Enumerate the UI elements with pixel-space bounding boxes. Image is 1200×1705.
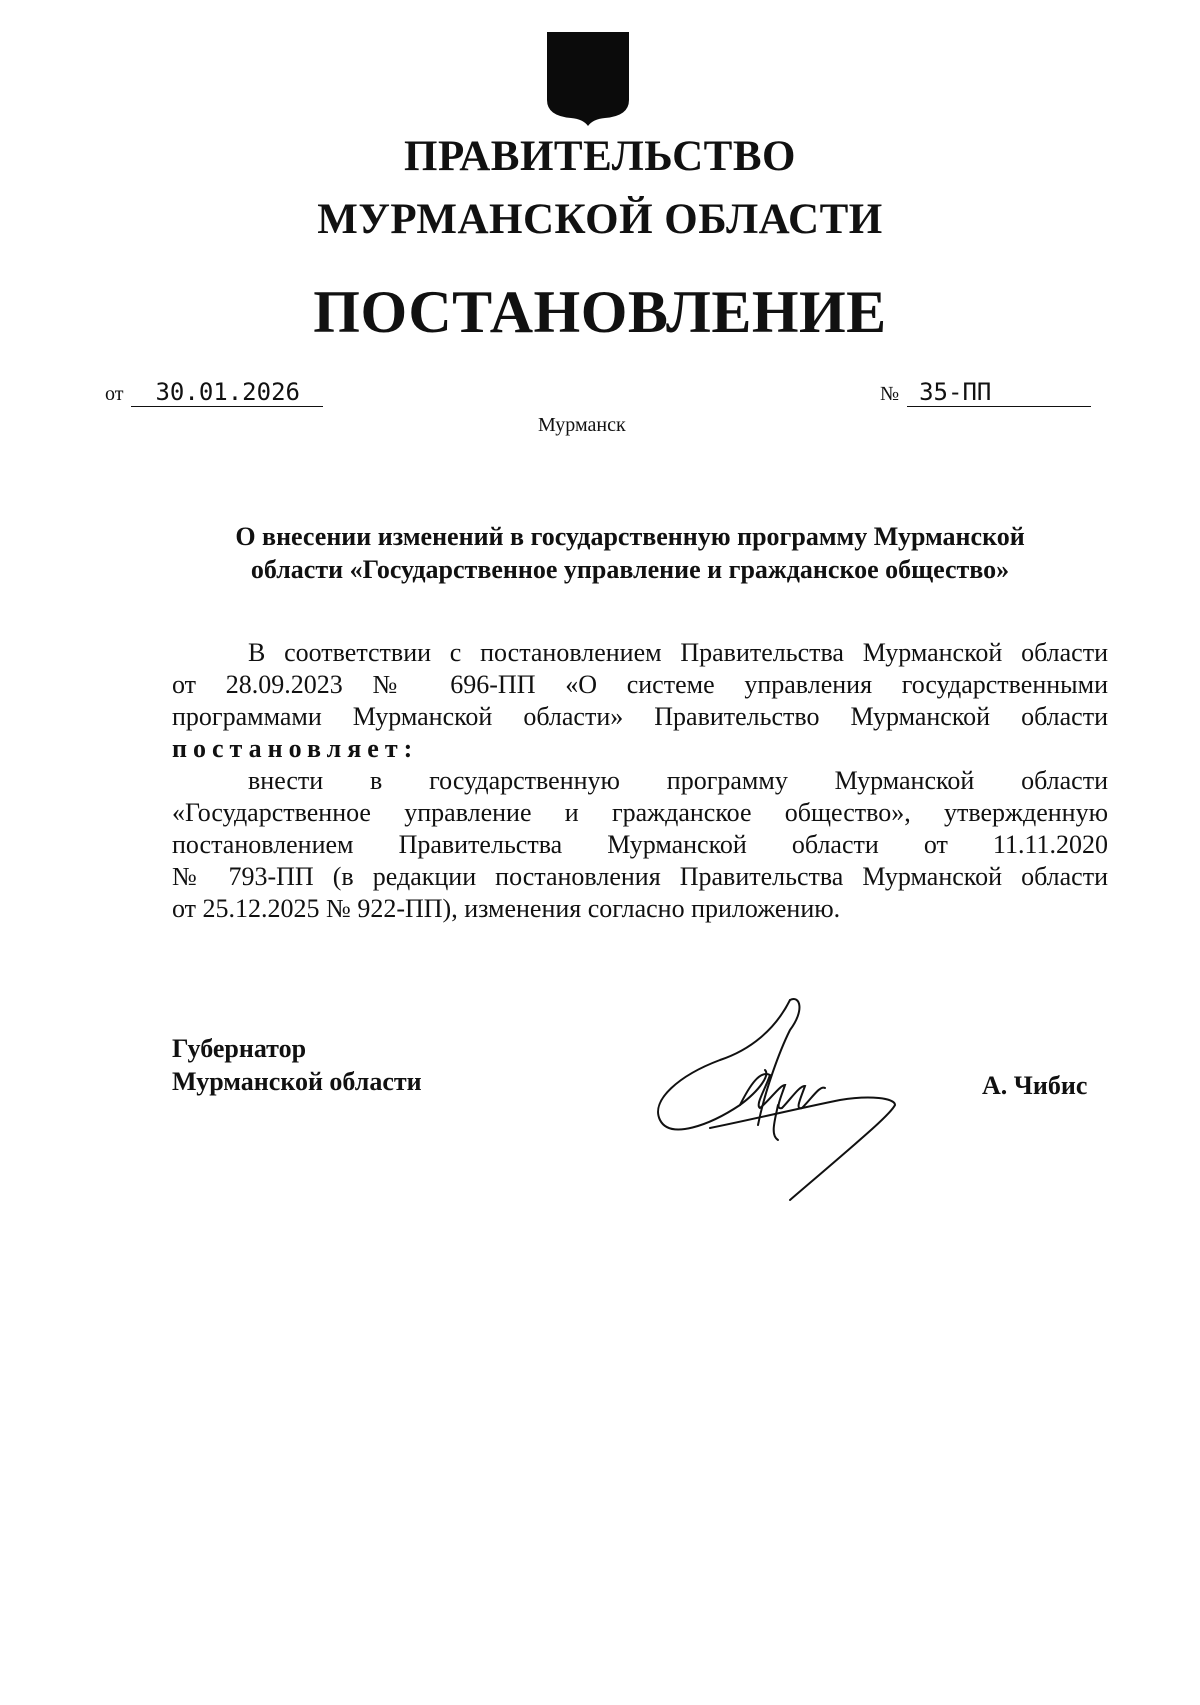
body-line: В соответствии с постановлением Правительства Мурманской области: [248, 638, 1108, 667]
title-line2: области «Государственное управление и гражданское общество»: [250, 555, 1010, 584]
city-label: Мурманск: [538, 414, 626, 436]
body-text: [172, 637, 1108, 925]
position-line2: Мурманской области: [172, 1067, 422, 1096]
number-field: [880, 378, 1091, 407]
position-line1: Губернатор: [172, 1034, 307, 1063]
document-type-heading: ПОСТАНОВЛЕНИЕ: [313, 279, 887, 345]
date-field: [105, 378, 323, 407]
authority-name-line1: ПРАВИТЕЛЬСТВО: [404, 133, 796, 180]
body-line: программами Мурманской области» Правительство Мурманской области: [172, 702, 1108, 731]
body-line: постановлением Правительства Мурманской области от 11.11.2020: [172, 830, 1108, 859]
body-line: № 793-ПП (в редакции постановления Правительства Мурманской области: [172, 862, 1108, 891]
resolves-word: постановляет:: [172, 734, 419, 763]
document-date: 30.01.2026: [131, 378, 323, 407]
coat-of-arms-icon: [545, 30, 631, 128]
document-number: 35-ПП: [907, 378, 1091, 407]
authority-name-line2: МУРМАНСКОЙ ОБЛАСТИ: [317, 196, 883, 243]
signatory-position: [172, 1032, 422, 1098]
date-prefix: от: [105, 383, 124, 405]
body-line: «Государственное управление и гражданское общество», утвержденную: [172, 798, 1108, 827]
document-title: [160, 520, 1100, 586]
handwritten-signature: [640, 990, 930, 1205]
title-line1: О внесении изменений в государственную программу Мурманской: [235, 522, 1025, 551]
body-line: внести в государственную программу Мурманской области: [248, 766, 1108, 795]
body-line: от 28.09.2023 № 696-ПП «О системе управления государственными: [172, 670, 1108, 699]
body-line: от 25.12.2025 № 922-ПП), изменения согласно приложению.: [172, 894, 841, 923]
number-prefix: №: [880, 383, 900, 405]
signatory-name: А. Чибис: [982, 1071, 1088, 1100]
